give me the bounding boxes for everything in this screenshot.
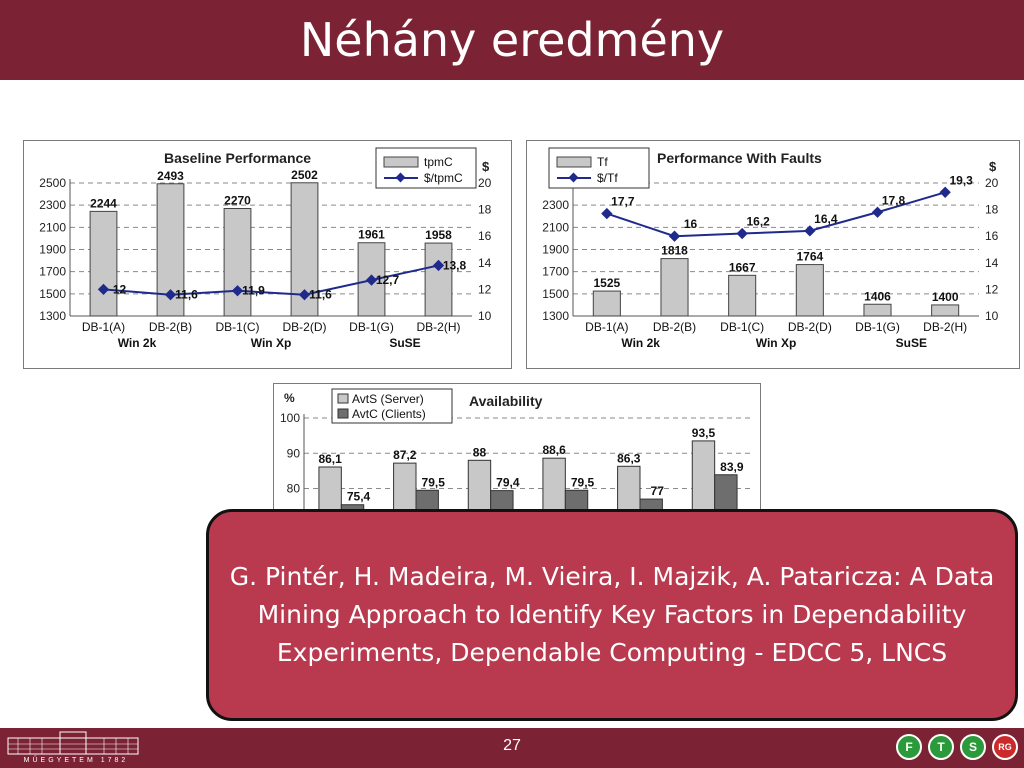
x-tick-label: DB-2(B) [652, 320, 697, 334]
bar [796, 265, 823, 316]
line-point [872, 207, 883, 218]
bar [661, 259, 688, 316]
bar-value-label: 79,5 [421, 475, 445, 490]
legend-label: AvtS (Server) [352, 392, 424, 406]
right-tick-label: 14 [478, 255, 492, 270]
legend-bar-swatch [557, 157, 591, 167]
right-tick-label: 10 [985, 309, 999, 323]
right-axis-label: $ [989, 159, 997, 174]
bar-value-label: 1958 [425, 228, 452, 243]
left-tick-label: 1300 [39, 309, 66, 323]
x-tick-label: DB-1(A) [585, 320, 629, 334]
legend-label: tpmC [424, 155, 453, 169]
line-point [669, 231, 680, 242]
legend-label: $/tpmC [424, 171, 463, 185]
bar-value-label: 93,5 [691, 425, 716, 440]
line-value-label: 12,7 [375, 273, 400, 288]
line-value-label: 12 [112, 282, 127, 297]
bar [90, 211, 117, 316]
line-value-label: 16 [683, 217, 698, 232]
x-group-label: Win 2k [621, 336, 660, 350]
right-tick-label: 16 [478, 229, 492, 244]
line-point [737, 228, 748, 239]
left-tick-label: 1700 [39, 264, 66, 279]
bar-value-label: 2493 [157, 168, 184, 183]
baseline-performance-chart [23, 140, 512, 369]
line-value-label: 11,9 [242, 283, 265, 298]
line-value-label: 17,8 [881, 193, 906, 208]
x-tick-label: DB-1(C) [215, 320, 260, 334]
left-tick-label: 2300 [39, 198, 66, 213]
research-group-logos [896, 734, 1018, 760]
left-tick-label: 1500 [542, 286, 569, 301]
left-tick-label: 1700 [542, 264, 569, 279]
legend-label: $/Tf [597, 171, 618, 185]
line-point [804, 225, 815, 236]
bar-value-label: 87,2 [393, 448, 417, 463]
bar-value-label: 1764 [796, 249, 824, 264]
bar-value-label: 2270 [224, 193, 251, 208]
right-tick-label: 10 [478, 309, 492, 323]
right-tick-label: 12 [478, 282, 492, 297]
x-tick-label: DB-2(D) [787, 320, 832, 334]
bar-value-label: 2244 [90, 196, 117, 211]
x-tick-label: DB-1(G) [855, 320, 900, 334]
x-tick-label: DB-2(H) [416, 320, 461, 334]
ftsrg-t-icon: T [928, 734, 954, 760]
x-group-label: SuSE [895, 336, 928, 350]
performance-with-faults-chart [526, 140, 1020, 369]
legend-swatch [338, 409, 348, 418]
left-tick-label: 2100 [39, 220, 66, 235]
bar-value-label: 1961 [358, 227, 385, 242]
left-axis-label: % [284, 391, 295, 405]
x-tick-label: DB-2(D) [282, 320, 327, 334]
line-value-label: 17,7 [611, 194, 635, 209]
right-axis-label: $ [482, 159, 490, 174]
left-tick-label: 100 [279, 411, 300, 425]
bar [729, 275, 756, 316]
right-tick-label: 16 [985, 229, 999, 244]
ftsrg-f-icon: F [896, 734, 922, 760]
right-tick-label: 20 [478, 176, 492, 190]
ftsrg-rg-icon: RG [992, 734, 1018, 760]
bar-value-label: 1406 [864, 289, 891, 304]
line-value-label: 19,3 [949, 173, 973, 188]
chart-title: Baseline Performance [164, 150, 312, 166]
citation-box [206, 509, 1018, 721]
x-tick-label: DB-1(G) [349, 320, 394, 334]
left-tick-label: 90 [286, 446, 300, 461]
left-tick-label: 2500 [39, 176, 66, 190]
right-tick-label: 18 [985, 202, 999, 217]
legend-bar-swatch [384, 157, 418, 167]
bar-value-label: 1818 [661, 243, 688, 258]
page-number: 27 [503, 737, 521, 754]
citation-text: G. Pintér, H. Madeira, M. Vieira, I. Majzik, A. Pataricza: A Data Mining Approach to Identify Key Factors in Dependability Experiments, Dependable Computing - EDCC 5, LNCS [229, 562, 995, 667]
bar-value-label: 75,4 [346, 489, 371, 504]
left-tick-label: 1300 [542, 309, 569, 323]
bar [224, 208, 251, 316]
left-tick-label: 1900 [39, 242, 66, 257]
legend-label: AvtC (Clients) [352, 407, 426, 421]
bar [932, 305, 959, 316]
ftsrg-s-icon: S [960, 734, 986, 760]
right-tick-label: 18 [478, 202, 492, 217]
slide-title: Néhány eredmény [299, 13, 725, 67]
right-tick-label: 12 [985, 282, 999, 297]
left-tick-label: 1900 [542, 242, 569, 257]
x-group-label: Win Xp [755, 336, 797, 350]
bar [425, 243, 452, 316]
bar-value-label: 1525 [593, 276, 621, 291]
left-tick-label: 1500 [39, 286, 66, 301]
faults-chart-svg [527, 141, 1019, 368]
bar-value-label: 77 [650, 484, 664, 499]
legend-label: Tf [597, 155, 608, 169]
bar-value-label: 86,1 [318, 451, 342, 466]
chart-title: Availability [469, 393, 543, 409]
baseline-chart-svg [24, 141, 511, 368]
x-group-label: SuSE [389, 336, 421, 350]
bar-value-label: 79,4 [496, 475, 520, 490]
bar [864, 304, 891, 316]
line-value-label: 13,8 [442, 258, 467, 273]
line-point [601, 208, 612, 219]
line-value-label: 16,4 [814, 211, 838, 226]
right-tick-label: 14 [985, 255, 999, 270]
footer-bar [0, 728, 1024, 768]
left-tick-label: 2100 [542, 220, 569, 235]
university-caption: MŰEGYETEM 1782 [23, 757, 129, 764]
title-bar [0, 0, 1024, 80]
bar [593, 291, 620, 316]
line-point [940, 187, 951, 198]
legend-swatch [338, 394, 348, 403]
bar-value-label: 83,9 [720, 459, 744, 474]
line-value-label: 11,6 [175, 287, 198, 302]
chart-title: Performance With Faults [657, 150, 822, 166]
line-value-label: 11,6 [309, 287, 332, 302]
x-group-label: Win Xp [250, 336, 292, 350]
bar-value-label: 1667 [728, 260, 756, 275]
x-group-label: Win 2k [117, 336, 157, 350]
left-tick-label: 80 [286, 481, 300, 496]
x-tick-label: DB-2(B) [148, 320, 193, 334]
bar-value-label: 88 [472, 445, 487, 460]
bar-value-label: 1400 [931, 289, 959, 304]
line-value-label: 16,2 [746, 214, 770, 229]
bar-value-label: 2502 [291, 167, 318, 182]
bar-value-label: 79,5 [570, 475, 595, 490]
x-tick-label: DB-1(C) [720, 320, 765, 334]
x-tick-label: DB-2(H) [923, 320, 968, 334]
bar-value-label: 86,3 [617, 451, 641, 466]
right-tick-label: 20 [985, 176, 999, 190]
bar-value-label: 88,6 [542, 443, 566, 458]
left-tick-label: 2300 [542, 198, 569, 213]
x-tick-label: DB-1(A) [81, 320, 126, 334]
